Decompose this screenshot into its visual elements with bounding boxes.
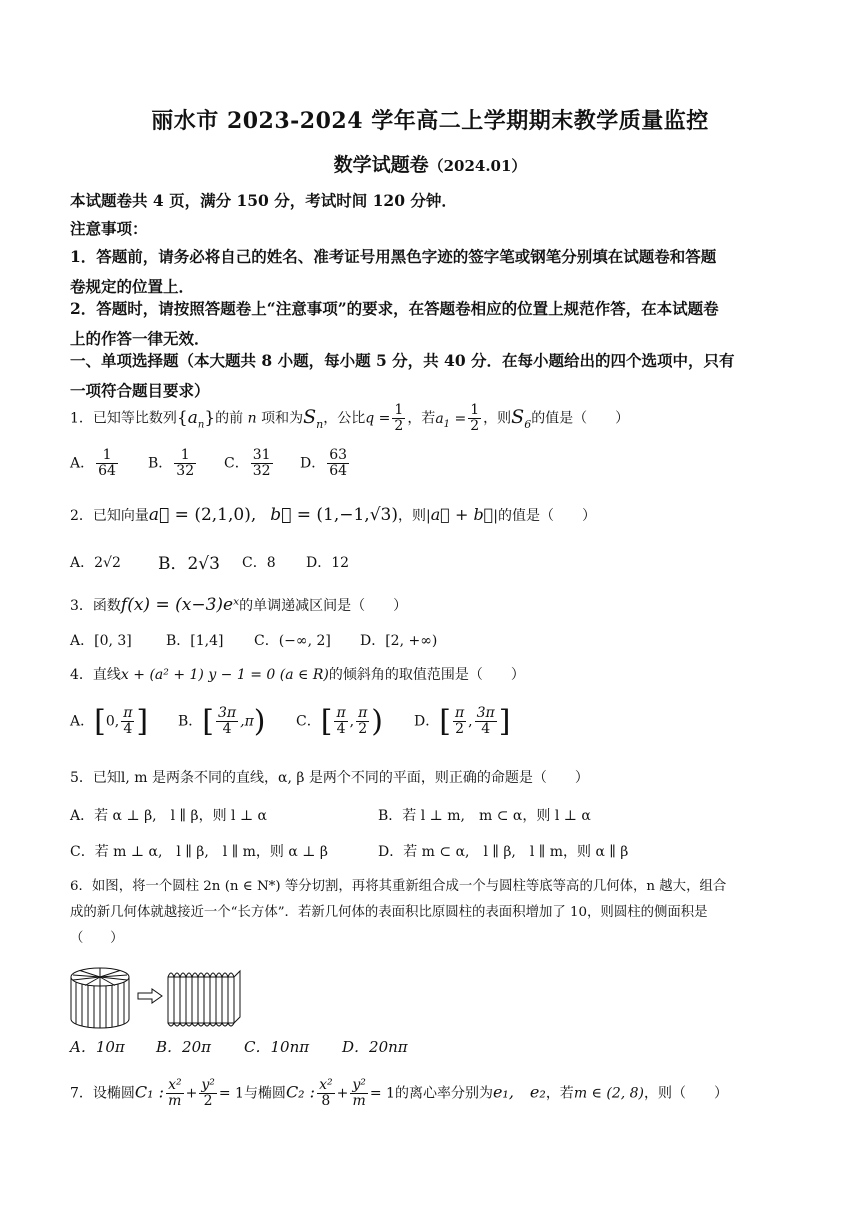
q1-text-6: ，则	[483, 410, 512, 427]
q1-text-1: 1．已知等比数列	[70, 410, 177, 427]
section-1-heading-line-1: 一、单项选择题（本大题共 8 小题，每小题 5 分，共 40 分．在每小题给出的四个选项中，只有	[70, 351, 735, 370]
q3-options	[70, 630, 510, 652]
q1-text-7: 的值是（ ）	[531, 410, 630, 427]
q4-equation: x + (a² + 1) y − 1 = 0 (a ∈ R)	[120, 667, 329, 683]
q7-text-2: 与椭圆	[243, 1085, 286, 1102]
rearranged-solid	[168, 977, 234, 1023]
q4-option-a[interactable]: A．[0, $\frac{\pi}{4}$ ]	[70, 704, 149, 739]
q6-option-b[interactable]: B．20π	[156, 1038, 211, 1056]
section-1-heading	[70, 346, 795, 406]
q5-options-row-1	[70, 805, 795, 827]
notice-2-line-2: 上的作答一律无效．	[70, 329, 210, 348]
question-3	[70, 594, 795, 617]
q7-range: m ∈ (2, 8)	[573, 1085, 644, 1102]
q2-sum: a⃗ + b⃗	[430, 505, 494, 524]
q7-text-3: 的离心率分别为	[394, 1085, 493, 1102]
q4-options	[70, 704, 530, 758]
q3-function: f(x) = (x−3)eˣ	[120, 595, 240, 615]
q1-sequence: $\{a_n\}$	[176, 407, 216, 430]
q1-text-3: 项和为	[261, 410, 304, 427]
q1-s6: $S_6$	[511, 405, 532, 431]
q6-line-3: （ ）	[70, 931, 124, 946]
exam-title: 丽水市 2023-2024 学年高二上学期期末教学质量监控	[151, 108, 709, 134]
q6-option-c[interactable]: C．10nπ	[244, 1038, 310, 1056]
q7-text-4: ，若	[545, 1085, 574, 1102]
q6-option-d[interactable]: D．20nπ	[342, 1038, 408, 1056]
q1-n: n	[247, 410, 257, 427]
q4-option-d[interactable]: D．[ $\frac{\pi}{2}$ , $\frac{3\pi}{4}$ ]	[414, 704, 511, 739]
q1-text-4: ，公比	[323, 410, 366, 427]
q7-ellipse-2: C₂ :	[285, 1082, 316, 1102]
q1-text-5: ，若	[407, 410, 436, 427]
q5-option-d[interactable]: D．若 m ⊂ α, l ∥ β, l ∥ m，则 α ∥ β	[378, 844, 629, 860]
cylinder-figure	[70, 965, 250, 1033]
q5-option-a[interactable]: A．若 α ⊥ β, l ∥ β，则 l ⊥ α	[70, 808, 268, 824]
question-7: 7．设椭圆C₁ : $\frac{\text{x²}}{m}$ + $\frac{\text{y²}}{2}$ = 1与椭圆C₂ : $\frac{\text{x²}}{8}$ + $\frac{\text{y²}}{m}$ = 1的离心率分别为e₁, e₂，若m ∈ (2, 8)，则（ ）	[70, 1077, 728, 1109]
q1-a1: $a_1$ =	[435, 410, 467, 430]
notice-1-line-1: 1．答题前，请务必将自己的姓名、准考证号用黑色字迹的签字笔或钢笔分别填在试题卷和答题	[70, 247, 717, 266]
q4-text-1: 4．直线	[70, 667, 121, 683]
q1-option-a[interactable]: A． $\frac{1}{64}$	[70, 447, 116, 479]
q2-text-3: |的值是（ ）	[493, 508, 596, 524]
q2-text-1: 2．已知向量	[70, 508, 149, 524]
q7-text-5: ，则（ ）	[644, 1085, 728, 1102]
q2-vector-b-symbol: b⃗	[270, 505, 297, 525]
q7-eccentricities: e₁, e₂	[492, 1082, 546, 1102]
q2-vector-a: = (2,1,0),	[174, 505, 257, 525]
q6-options	[70, 1036, 490, 1058]
subject-title: 数学试题卷	[333, 154, 429, 176]
q3-option-a[interactable]: A．[0, 3]	[70, 633, 132, 649]
q6-line-1: 6．如图，将一个圆柱 2n (n ∈ N*) 等分切割，再将其重新组合成一个与圆柱等底等高的几何体，n 越大，组合	[70, 879, 727, 894]
notice-heading: 注意事项：	[70, 219, 148, 238]
q2-option-c[interactable]: C．8	[242, 555, 276, 571]
q1-a1-frac: $\frac{1}{2}$	[470, 402, 480, 434]
q3-option-d[interactable]: D．[2, +∞)	[360, 633, 438, 649]
question-1	[70, 403, 795, 436]
q3-option-b[interactable]: B．[1,4]	[166, 633, 224, 649]
q1-option-d[interactable]: D． $\frac{63}{64}$	[300, 447, 348, 479]
q1-options	[70, 448, 470, 488]
q3-option-c[interactable]: C．(−∞, 2]	[254, 633, 331, 649]
notice-2-line-1: 2．答题时，请按照答题卷上“注意事项”的要求，在答题卷相应的位置上规范作答，在本试题卷	[70, 299, 719, 318]
notice-2	[70, 294, 795, 354]
q7-ellipse-1: C₁ :	[134, 1082, 165, 1102]
notice-1-line-2: 卷规定的位置上．	[70, 277, 195, 296]
q2-vector-b: = (1,−1,√3)	[296, 505, 398, 525]
q6-line-2: 成的新几何体就越接近一个“长方体”．若新几何体的表面积比原圆柱的表面积增加了 10，则圆柱的侧面积是	[70, 905, 708, 920]
q2-vector-a-symbol: a⃗	[148, 505, 175, 525]
q3-text-2: 的单调递减区间是（ ）	[239, 598, 408, 614]
q4-option-b[interactable]: B．[ $\frac{3\pi}{4}$ ,π)	[178, 704, 266, 739]
exam-info: 本试题卷共 4 页，满分 150 分，考试时间 120 分钟．	[70, 191, 457, 210]
arrow-icon	[138, 989, 162, 1003]
q1-option-c[interactable]: C． $\frac{31}{32}$	[224, 447, 271, 479]
question-6	[70, 874, 800, 952]
q3-text-1: 3．函数	[70, 598, 121, 614]
question-5: 5．已知l, m 是两条不同的直线，α, β 是两个不同的平面，则正确的命题是（ ）	[70, 770, 589, 786]
question-2	[70, 504, 795, 527]
q2-option-d[interactable]: D．12	[306, 555, 350, 571]
q2-options	[70, 552, 470, 578]
question-4	[70, 664, 795, 686]
q1-sn: $S_n$	[303, 405, 324, 431]
q2-option-b[interactable]: B．2√3	[158, 554, 220, 574]
q5-options-row-2	[70, 841, 795, 863]
q1-text-2: 的前	[215, 410, 244, 427]
q5-option-c[interactable]: C．若 m ⊥ α, l ∥ β, l ∥ m，则 α ⊥ β	[70, 844, 328, 860]
notice-1	[70, 242, 795, 302]
exam-subtitle	[0, 150, 860, 177]
section-1-heading-line-2: 一项符合题目要求）	[70, 381, 210, 400]
q4-text-2: 的倾斜角的取值范围是（ ）	[328, 667, 525, 683]
q1-option-b[interactable]: B． $\frac{1}{32}$	[148, 447, 195, 479]
q1-q: q =	[365, 410, 391, 427]
q7-text-1: 7．设椭圆	[70, 1085, 135, 1102]
q2-text-2: ，则|	[398, 508, 431, 524]
q1-ratio-frac: $\frac{1}{2}$	[394, 402, 404, 434]
q5-option-b[interactable]: B．若 l ⊥ m, m ⊂ α，则 l ⊥ α	[378, 808, 591, 824]
q4-option-c[interactable]: C．[ $\frac{\pi}{4}$ , $\frac{\pi}{2}$ )	[296, 704, 384, 739]
exam-date: （2024.01）	[428, 157, 527, 175]
q6-option-a[interactable]: A．10π	[70, 1038, 125, 1056]
q2-option-a[interactable]: A．2√2	[70, 555, 121, 571]
